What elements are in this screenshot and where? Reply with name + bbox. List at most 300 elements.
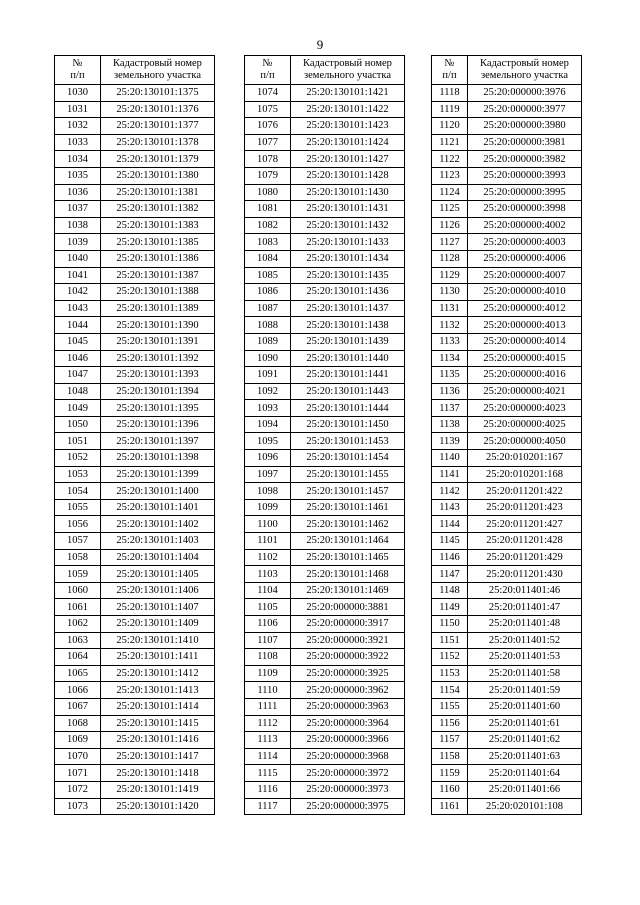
row-number: 1114 <box>245 748 291 765</box>
table-row <box>432 383 582 400</box>
header-number: № п/п <box>432 56 468 85</box>
row-number: 1070 <box>55 748 101 765</box>
table-row <box>432 632 582 649</box>
cadastral-number: 25:20:130101:1387 <box>101 267 215 284</box>
table-row <box>55 665 215 682</box>
row-number: 1119 <box>432 101 468 118</box>
table-row <box>432 350 582 367</box>
table-row <box>432 715 582 732</box>
row-number: 1150 <box>432 616 468 633</box>
row-number: 1053 <box>55 466 101 483</box>
cadastral-number: 25:20:130101:1450 <box>291 416 405 433</box>
table-row <box>245 217 405 234</box>
cadastral-number: 25:20:130101:1462 <box>291 516 405 533</box>
table-row <box>245 85 405 102</box>
cadastral-number: 25:20:130101:1434 <box>291 250 405 267</box>
table-row <box>245 350 405 367</box>
cadastral-number: 25:20:130101:1433 <box>291 234 405 251</box>
table-row <box>55 516 215 533</box>
table-row <box>55 798 215 815</box>
row-number: 1064 <box>55 649 101 666</box>
row-number: 1144 <box>432 516 468 533</box>
row-number: 1130 <box>432 284 468 301</box>
cadastral-number: 25:20:000000:4023 <box>468 400 582 417</box>
cadastral-number: 25:20:000000:4013 <box>468 317 582 334</box>
row-number: 1056 <box>55 516 101 533</box>
table-row <box>432 533 582 550</box>
row-number: 1106 <box>245 616 291 633</box>
row-number: 1033 <box>55 134 101 151</box>
table-row <box>245 284 405 301</box>
row-number: 1153 <box>432 665 468 682</box>
row-number: 1124 <box>432 184 468 201</box>
row-number: 1103 <box>245 566 291 583</box>
row-number: 1080 <box>245 184 291 201</box>
table-row <box>55 134 215 151</box>
row-number: 1062 <box>55 616 101 633</box>
cadastral-number: 25:20:000000:3922 <box>291 649 405 666</box>
table-row <box>245 566 405 583</box>
cadastral-number: 25:20:000000:3917 <box>291 616 405 633</box>
cadastral-number: 25:20:011401:63 <box>468 748 582 765</box>
cadastral-number: 25:20:130101:1407 <box>101 599 215 616</box>
row-number: 1035 <box>55 167 101 184</box>
table-row <box>432 549 582 566</box>
table-row <box>245 748 405 765</box>
row-number: 1142 <box>432 483 468 500</box>
table-header-row <box>55 56 215 85</box>
cadastral-number: 25:20:130101:1436 <box>291 284 405 301</box>
cadastral-table-2 <box>244 55 405 815</box>
row-number: 1084 <box>245 250 291 267</box>
row-number: 1091 <box>245 367 291 384</box>
cadastral-number: 25:20:130101:1421 <box>291 85 405 102</box>
row-number: 1107 <box>245 632 291 649</box>
cadastral-number: 25:20:130101:1414 <box>101 698 215 715</box>
table-row <box>432 101 582 118</box>
cadastral-number: 25:20:130101:1395 <box>101 400 215 417</box>
cadastral-number: 25:20:130101:1380 <box>101 167 215 184</box>
table-row <box>432 732 582 749</box>
cadastral-number: 25:20:130101:1428 <box>291 167 405 184</box>
table-row <box>245 101 405 118</box>
row-number: 1136 <box>432 383 468 400</box>
table-row <box>432 400 582 417</box>
row-number: 1116 <box>245 781 291 798</box>
cadastral-number: 25:20:011401:66 <box>468 781 582 798</box>
cadastral-number: 25:20:130101:1394 <box>101 383 215 400</box>
row-number: 1125 <box>432 201 468 218</box>
cadastral-number: 25:20:130101:1381 <box>101 184 215 201</box>
row-number: 1158 <box>432 748 468 765</box>
row-number: 1139 <box>432 433 468 450</box>
table-row <box>432 748 582 765</box>
table-row <box>432 616 582 633</box>
row-number: 1112 <box>245 715 291 732</box>
row-number: 1060 <box>55 582 101 599</box>
row-number: 1051 <box>55 433 101 450</box>
cadastral-number: 25:20:011401:61 <box>468 715 582 732</box>
table-row <box>55 781 215 798</box>
table-row <box>245 466 405 483</box>
table-row <box>55 267 215 284</box>
table-row <box>55 765 215 782</box>
cadastral-number: 25:20:130101:1420 <box>101 798 215 815</box>
table-row <box>245 533 405 550</box>
row-number: 1087 <box>245 300 291 317</box>
cadastral-number: 25:20:011401:62 <box>468 732 582 749</box>
header-cadastral-number: Кадастровый номер земельного участка <box>468 56 582 85</box>
row-number: 1071 <box>55 765 101 782</box>
cadastral-number: 25:20:000000:3980 <box>468 118 582 135</box>
row-number: 1066 <box>55 682 101 699</box>
table-row <box>432 250 582 267</box>
cadastral-number: 25:20:011201:430 <box>468 566 582 583</box>
table-row <box>432 367 582 384</box>
table-row <box>245 250 405 267</box>
row-number: 1099 <box>245 499 291 516</box>
cadastral-number: 25:20:130101:1378 <box>101 134 215 151</box>
row-number: 1100 <box>245 516 291 533</box>
table-row <box>432 217 582 234</box>
cadastral-number: 25:20:130101:1412 <box>101 665 215 682</box>
cadastral-number: 25:20:130101:1399 <box>101 466 215 483</box>
cadastral-number: 25:20:011401:48 <box>468 616 582 633</box>
header-number: № п/п <box>245 56 291 85</box>
table-row <box>245 367 405 384</box>
table-row <box>55 715 215 732</box>
row-number: 1037 <box>55 201 101 218</box>
row-number: 1055 <box>55 499 101 516</box>
row-number: 1147 <box>432 566 468 583</box>
cadastral-number: 25:20:000000:4002 <box>468 217 582 234</box>
table-row <box>432 466 582 483</box>
cadastral-number: 25:20:000000:4016 <box>468 367 582 384</box>
table-row <box>245 433 405 450</box>
row-number: 1042 <box>55 284 101 301</box>
cadastral-number: 25:20:000000:4050 <box>468 433 582 450</box>
cadastral-number: 25:20:130101:1441 <box>291 367 405 384</box>
table-row <box>55 367 215 384</box>
table-row <box>245 549 405 566</box>
cadastral-number: 25:20:130101:1393 <box>101 367 215 384</box>
row-number: 1145 <box>432 533 468 550</box>
table-row <box>55 483 215 500</box>
row-number: 1131 <box>432 300 468 317</box>
row-number: 1101 <box>245 533 291 550</box>
cadastral-number: 25:20:130101:1375 <box>101 85 215 102</box>
cadastral-number: 25:20:000000:3881 <box>291 599 405 616</box>
row-number: 1031 <box>55 101 101 118</box>
row-number: 1072 <box>55 781 101 798</box>
table-row <box>55 416 215 433</box>
table-row <box>55 582 215 599</box>
row-number: 1090 <box>245 350 291 367</box>
cadastral-number: 25:20:130101:1464 <box>291 533 405 550</box>
row-number: 1044 <box>55 317 101 334</box>
table-row <box>432 134 582 151</box>
table-row <box>55 234 215 251</box>
table-row <box>245 134 405 151</box>
cadastral-number: 25:20:000000:3966 <box>291 732 405 749</box>
table-row <box>432 516 582 533</box>
row-number: 1117 <box>245 798 291 815</box>
table-row <box>245 632 405 649</box>
cadastral-number: 25:20:130101:1400 <box>101 483 215 500</box>
table-row <box>245 698 405 715</box>
cadastral-number: 25:20:130101:1382 <box>101 201 215 218</box>
cadastral-number: 25:20:130101:1422 <box>291 101 405 118</box>
cadastral-number: 25:20:000000:3977 <box>468 101 582 118</box>
cadastral-number: 25:20:130101:1403 <box>101 533 215 550</box>
table-row <box>245 499 405 516</box>
row-number: 1105 <box>245 599 291 616</box>
row-number: 1077 <box>245 134 291 151</box>
cadastral-number: 25:20:130101:1437 <box>291 300 405 317</box>
cadastral-number: 25:20:130101:1457 <box>291 483 405 500</box>
table-row <box>432 151 582 168</box>
row-number: 1115 <box>245 765 291 782</box>
cadastral-number: 25:20:130101:1415 <box>101 715 215 732</box>
row-number: 1094 <box>245 416 291 433</box>
row-number: 1068 <box>55 715 101 732</box>
cadastral-number: 25:20:130101:1411 <box>101 649 215 666</box>
table-row <box>245 416 405 433</box>
cadastral-number: 25:20:000000:4012 <box>468 300 582 317</box>
table-row <box>432 300 582 317</box>
table-row <box>55 616 215 633</box>
cadastral-number: 25:20:130101:1416 <box>101 732 215 749</box>
row-number: 1154 <box>432 682 468 699</box>
table-row <box>432 698 582 715</box>
table-row <box>245 383 405 400</box>
row-number: 1148 <box>432 582 468 599</box>
cadastral-number: 25:20:130101:1423 <box>291 118 405 135</box>
table-row <box>55 300 215 317</box>
row-number: 1146 <box>432 549 468 566</box>
cadastral-number: 25:20:011401:59 <box>468 682 582 699</box>
row-number: 1086 <box>245 284 291 301</box>
row-number: 1111 <box>245 698 291 715</box>
row-number: 1059 <box>55 566 101 583</box>
row-number: 1079 <box>245 167 291 184</box>
header-number: № п/п <box>55 56 101 85</box>
cadastral-number: 25:20:000000:3973 <box>291 781 405 798</box>
cadastral-number: 25:20:130101:1413 <box>101 682 215 699</box>
row-number: 1102 <box>245 549 291 566</box>
table-row <box>432 433 582 450</box>
cadastral-number: 25:20:020101:108 <box>468 798 582 815</box>
cadastral-number: 25:20:000000:4010 <box>468 284 582 301</box>
table-row <box>432 267 582 284</box>
table-row <box>245 765 405 782</box>
row-number: 1126 <box>432 217 468 234</box>
row-number: 1121 <box>432 134 468 151</box>
row-number: 1089 <box>245 333 291 350</box>
cadastral-number: 25:20:130101:1465 <box>291 549 405 566</box>
cadastral-number: 25:20:011201:423 <box>468 499 582 516</box>
cadastral-number: 25:20:000000:3998 <box>468 201 582 218</box>
cadastral-number: 25:20:000000:3972 <box>291 765 405 782</box>
cadastral-number: 25:20:130101:1405 <box>101 566 215 583</box>
row-number: 1034 <box>55 151 101 168</box>
cadastral-number: 25:20:130101:1443 <box>291 383 405 400</box>
row-number: 1061 <box>55 599 101 616</box>
table-row <box>55 85 215 102</box>
table-header-row <box>245 56 405 85</box>
row-number: 1067 <box>55 698 101 715</box>
row-number: 1138 <box>432 416 468 433</box>
table-row <box>245 300 405 317</box>
cadastral-number: 25:20:000000:3976 <box>468 85 582 102</box>
cadastral-number: 25:20:000000:3962 <box>291 682 405 699</box>
row-number: 1137 <box>432 400 468 417</box>
table-row <box>55 566 215 583</box>
cadastral-number: 25:20:130101:1390 <box>101 317 215 334</box>
table-row <box>432 649 582 666</box>
cadastral-number: 25:20:130101:1396 <box>101 416 215 433</box>
row-number: 1143 <box>432 499 468 516</box>
table-row <box>245 483 405 500</box>
row-number: 1032 <box>55 118 101 135</box>
cadastral-number: 25:20:000000:4006 <box>468 250 582 267</box>
cadastral-number: 25:20:130101:1432 <box>291 217 405 234</box>
cadastral-number: 25:20:011201:422 <box>468 483 582 500</box>
row-number: 1073 <box>55 798 101 815</box>
row-number: 1135 <box>432 367 468 384</box>
row-number: 1038 <box>55 217 101 234</box>
cadastral-number: 25:20:130101:1424 <box>291 134 405 151</box>
row-number: 1082 <box>245 217 291 234</box>
row-number: 1041 <box>55 267 101 284</box>
table-row <box>55 732 215 749</box>
table-row <box>245 665 405 682</box>
table-row <box>432 682 582 699</box>
row-number: 1046 <box>55 350 101 367</box>
table-row <box>432 499 582 516</box>
table-row <box>432 781 582 798</box>
cadastral-number: 25:20:000000:4021 <box>468 383 582 400</box>
cadastral-number: 25:20:000000:3993 <box>468 167 582 184</box>
table-row <box>55 649 215 666</box>
row-number: 1159 <box>432 765 468 782</box>
table-row <box>55 549 215 566</box>
table-row <box>432 333 582 350</box>
table-row <box>245 450 405 467</box>
row-number: 1128 <box>432 250 468 267</box>
table-row <box>55 466 215 483</box>
table-row <box>432 416 582 433</box>
cadastral-number: 25:20:000000:4014 <box>468 333 582 350</box>
row-number: 1075 <box>245 101 291 118</box>
row-number: 1093 <box>245 400 291 417</box>
cadastral-number: 25:20:011401:64 <box>468 765 582 782</box>
row-number: 1040 <box>55 250 101 267</box>
row-number: 1110 <box>245 682 291 699</box>
table-row <box>55 101 215 118</box>
table-row <box>432 167 582 184</box>
row-number: 1127 <box>432 234 468 251</box>
row-number: 1095 <box>245 433 291 450</box>
row-number: 1081 <box>245 201 291 218</box>
cadastral-number: 25:20:130101:1377 <box>101 118 215 135</box>
cadastral-number: 25:20:130101:1386 <box>101 250 215 267</box>
cadastral-number: 25:20:130101:1398 <box>101 450 215 467</box>
row-number: 1054 <box>55 483 101 500</box>
row-number: 1160 <box>432 781 468 798</box>
table-row <box>432 201 582 218</box>
cadastral-number: 25:20:130101:1391 <box>101 333 215 350</box>
table-row <box>245 616 405 633</box>
row-number: 1120 <box>432 118 468 135</box>
row-number: 1149 <box>432 599 468 616</box>
cadastral-number: 25:20:130101:1404 <box>101 549 215 566</box>
cadastral-number: 25:20:130101:1401 <box>101 499 215 516</box>
table-row <box>432 284 582 301</box>
cadastral-number: 25:20:011201:427 <box>468 516 582 533</box>
cadastral-number: 25:20:011401:58 <box>468 665 582 682</box>
cadastral-number: 25:20:011201:428 <box>468 533 582 550</box>
row-number: 1098 <box>245 483 291 500</box>
row-number: 1161 <box>432 798 468 815</box>
cadastral-number: 25:20:130101:1440 <box>291 350 405 367</box>
table-row <box>55 333 215 350</box>
cadastral-number: 25:20:000000:3968 <box>291 748 405 765</box>
table-row <box>245 649 405 666</box>
table-row <box>432 765 582 782</box>
table-row <box>55 118 215 135</box>
table-row <box>55 748 215 765</box>
row-number: 1133 <box>432 333 468 350</box>
row-number: 1152 <box>432 649 468 666</box>
row-number: 1141 <box>432 466 468 483</box>
row-number: 1083 <box>245 234 291 251</box>
table-row <box>55 151 215 168</box>
row-number: 1123 <box>432 167 468 184</box>
table-row <box>245 715 405 732</box>
cadastral-number: 25:20:000000:3925 <box>291 665 405 682</box>
table-row <box>245 151 405 168</box>
table-row <box>245 516 405 533</box>
table-row <box>55 250 215 267</box>
table-row <box>55 400 215 417</box>
table-row <box>245 682 405 699</box>
cadastral-number: 25:20:130101:1430 <box>291 184 405 201</box>
row-number: 1065 <box>55 665 101 682</box>
cadastral-number: 25:20:010201:167 <box>468 450 582 467</box>
table-row <box>432 184 582 201</box>
cadastral-number: 25:20:130101:1431 <box>291 201 405 218</box>
table-row <box>245 118 405 135</box>
table-row <box>55 682 215 699</box>
cadastral-number: 25:20:130101:1417 <box>101 748 215 765</box>
table-row <box>55 533 215 550</box>
cadastral-number: 25:20:000000:4003 <box>468 234 582 251</box>
row-number: 1050 <box>55 416 101 433</box>
row-number: 1063 <box>55 632 101 649</box>
cadastral-number: 25:20:130101:1461 <box>291 499 405 516</box>
cadastral-number: 25:20:011401:53 <box>468 649 582 666</box>
row-number: 1156 <box>432 715 468 732</box>
table-row <box>245 333 405 350</box>
cadastral-number: 25:20:011201:429 <box>468 549 582 566</box>
table-row <box>245 599 405 616</box>
row-number: 1129 <box>432 267 468 284</box>
row-number: 1132 <box>432 317 468 334</box>
table-row <box>55 184 215 201</box>
table-row <box>432 582 582 599</box>
cadastral-number: 25:20:000000:3975 <box>291 798 405 815</box>
